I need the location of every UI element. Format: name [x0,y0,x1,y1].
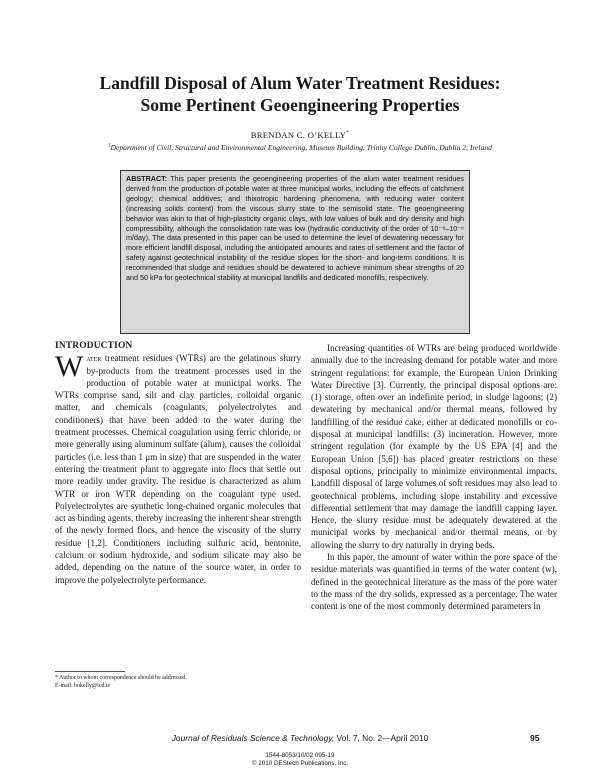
journal-citation [100,733,500,743]
copyright-notice: © 2010 DEStech Publications, Inc. [251,760,349,767]
footnote [55,674,301,690]
intro-paragraph-3: In this paper, the amount of water within the pore space of the residue materials was quantified in terms of the water content (w), defined in the geotechnical literature as the mass of the pore water to the mass of the dry solids, expressed as a percentage. The water content is one of the most commonly determined parameters in [311,552,557,612]
abstract-text: This paper presents the geoengineering properties of the alum water treatment residues derived from the production of potable water at three municipal works, including the effects of catchment geology; chemical additives; and thixotropic hardening phenomena, with reducing water content (increasing solids content) from the viscous slurry state to the semisolid state. The geoengineering behavior was akin to that of high-plasticity organic clays, with low values of bulk and dry density and high compressibility, although the consolidation rate was low (hydraulic conductivity of the order of 10⁻⁸–10⁻⁶ m/day). The data presented in this paper can be used to determine the level of dewatering necessary for more efficient landfill disposal, including the anticipated amounts and rates of settlement and the factor of safety against geotechnical instability of the residue slopes for the short- and long-term conditions. It is recommended that sludge and residues should be dewatered to achieve minimum shear strengths of 20 and 50 kPa for geotechnical stability at municipal landfills and dedicated monofills, respectively. [126,174,464,283]
paper-title [40,72,560,116]
affiliation [30,143,570,152]
intro-lead-word: ater [86,353,102,364]
journal-name: Journal of Residuals Science & Technology, [171,733,335,743]
author-name: BRENDAN C. O’KELLY [250,130,347,140]
footnote-rule [55,671,125,672]
title-line-1: Landfill Disposal of Alum Water Treatment Residues: [99,73,501,93]
intro-paragraph-2: Increasing quantities of WTRs are being produced worldwide annually due to the increasing demand for potable water and more stringent regulations: for example, the European Union Drinking Water Directive [3]. Currently, the principal disposal options are: (1) storage, often over an indefinite period, in sludge lagoons; (2) dewatering by mechanical and/or thermal means, followed by landfilling of the residue cake, either at dedicated monofills or co-disposal at municipal landfills; (3) incineration. However, more stringent regulation (for example by the US EPA [4] and the European Union [5,6]) has placed greater restrictions on these disposal options, principally to minimize environmental impacts. Landfill disposal of large volumes of soft residues may also lead to geotechnical problems, including slope instability and excessive differential settlement that may damage the landfill capping layer. Hence, the slurry residue must be adequately dewatered at the municipal works by mechanical and/or thermal means, or by allowing the slurry to dry naturally in drying beds. [311,343,557,550]
drop-cap: W [55,350,84,384]
intro-paragraph-1 [55,352,301,586]
abstract-label: ABSTRACT: [126,174,168,183]
journal-volume: Vol. 7, No. 2—April 2010 [336,733,429,743]
affiliation-marker: 1 [108,143,111,149]
affiliation-text: Department of Civil, Structural and Environmental Engineering, Museum Building, Trinity College Dublin, Dublin 2, Ireland [110,143,492,152]
author-marker: * [346,130,350,137]
right-column [311,342,557,702]
page-number: 95 [530,733,540,743]
title-line-2: Some Pertinent Geoengineering Properties [140,95,460,115]
footnote-correspondence: * Author to whom correspondence should be addressed. [55,675,187,681]
left-column [55,340,301,700]
intro-paragraph-1-text: treatment residues (WTRs) are the gelatinous slurry by-products from the treatment processes used in the production of potable water at municipal works. The WTRs comprise sand, silt and clay particles, colloidal organic matter, and chemicals (coagulants, polyelectrolytes and conditioners) that have been added to the water during the treatment processes. Chemical coagulation using ferric chloride, or more generally using aluminum sulfate (alum), causes the colloidal particles (i.e. less than 1 μm in size) that are suspended in the water entering the treatment plant to aggregate into flocs that settle out more readily under gravity. The residue is characterized as alum WTR or iron WTR depending on the coagulant type used. Polyelectrolytes are synthetic long-chained organic molecules that act as binding agents, thereby increasing the inherent shear strength of the newly formed flocs, and hence the viscosity of the slurry residue [1,2]. Conditioners including sulfuric acid, bentonite, calcium or sodium hydroxide, and sodium silicate may also be added, depending on the nature of the source water, in order to improve the polyelectrolyte performance. [55,353,301,585]
author-line [0,130,600,140]
footnote-email: E-mail: bokelly@tcd.ie [55,683,111,689]
section-heading-introduction: INTRODUCTION [55,341,133,351]
issn-block [100,752,500,768]
abstract-box [120,170,470,334]
issn-code: 1544-8053/10/02 095-19 [265,752,335,759]
